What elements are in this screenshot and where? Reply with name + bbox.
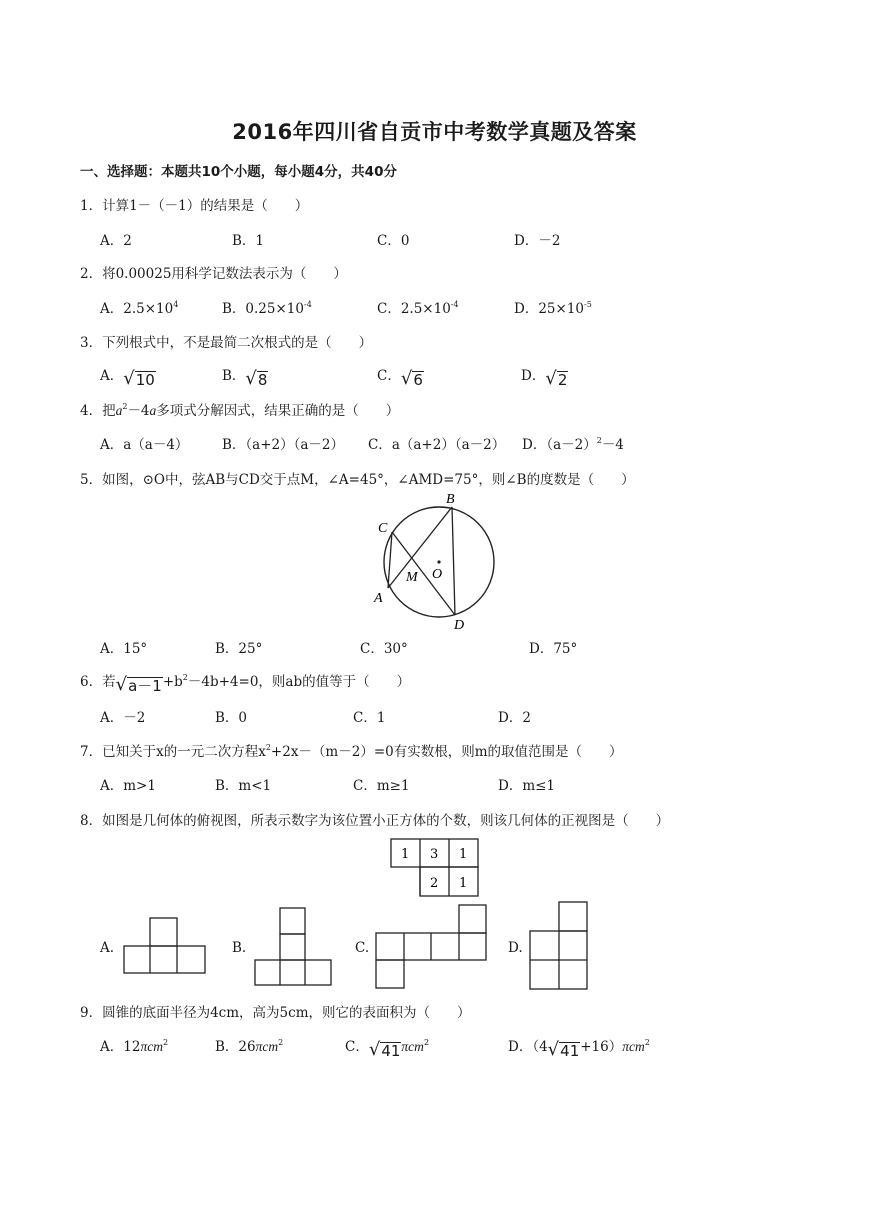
q4-option-c: C．a（a+2）（a－2） <box>368 437 506 453</box>
sqrt-symbol: √ 2 <box>545 368 568 389</box>
grid-cell-value: 1 <box>459 847 468 862</box>
question-2-stem: 2．将0.00025用科学记数法表示为（ ） <box>80 266 347 282</box>
q1-option-a: A．2 <box>100 233 132 249</box>
q3-option-c: C． √ 6 <box>377 368 423 389</box>
q7-option-d: D．m≤1 <box>498 778 556 794</box>
q8-option-c-label: C. <box>355 940 370 956</box>
q8-option-a-figure <box>123 916 207 976</box>
point-label-m: M <box>406 570 418 585</box>
q9-option-a: A．12πcm$^2$ <box>100 1038 169 1055</box>
q7-option-b: B．m<1 <box>215 778 272 794</box>
sqrt-symbol: √ 10 <box>123 368 155 389</box>
point-label-b: B <box>446 492 455 507</box>
q2-option-c: C．$2.5\times 10^{-4}$ <box>377 300 459 317</box>
section-heading: 一、选择题：本题共10个小题，每小题4分，共40分 <box>80 164 397 180</box>
q4-option-b: B．（a+2）（a－2） <box>222 437 345 453</box>
q2-option-b: B．$0.25\times 10^{-4}$ <box>222 300 312 317</box>
q9-option-d: D．（4 √ 41 +16）πcm$^2$ <box>508 1038 650 1060</box>
grid-cell-value: 3 <box>430 847 439 862</box>
q4-option-a: A．a（a－4） <box>100 437 189 453</box>
top-view-grid <box>390 838 480 898</box>
q8-option-d-figure <box>529 901 589 991</box>
q9-option-b: B．26πcm$^2$ <box>215 1038 284 1055</box>
grid-cell-value: 1 <box>459 876 468 891</box>
point-label-c: C <box>378 521 388 536</box>
q6-option-c: C．1 <box>353 710 386 726</box>
q1-option-b: B．1 <box>232 233 265 249</box>
q8-option-d-label: D. <box>508 940 523 956</box>
q8-option-b-figure <box>254 907 334 987</box>
q5-option-b: B．25° <box>215 641 263 657</box>
q1-option-c: C．0 <box>377 233 410 249</box>
sqrt-symbol: √ 8 <box>245 368 268 389</box>
q5-option-d: D．75° <box>529 641 578 657</box>
q8-option-c-figure <box>375 904 488 990</box>
q2-option-d: D．$25\times 10^{-5}$ <box>514 300 592 317</box>
q3-option-b: B． √ 8 <box>222 368 268 389</box>
q6-option-a: A．－2 <box>100 710 146 726</box>
q7-option-a: A．m>1 <box>100 778 156 794</box>
question-8-stem: 8．如图是几何体的俯视图，所表示数字为该位置小正方体的个数，则该几何体的正视图是（ ） <box>80 813 670 829</box>
q5-option-c: C．30° <box>360 641 408 657</box>
page-title: 2016年四川省自贡市中考数学真题及答案 <box>232 120 637 144</box>
question-4-stem: 4．把$a^2-4a$多项式分解因式，结果正确的是（ ） <box>80 402 400 419</box>
circle-figure <box>368 490 498 632</box>
question-6-stem: 6．若 √ a－1 $+b^2-4b+4=0$，则ab的值等于（ ） <box>80 673 411 695</box>
sqrt-symbol: √ 41 <box>368 1039 401 1060</box>
point-label-a: A <box>374 591 383 606</box>
q8-option-b-label: B. <box>232 940 247 956</box>
grid-cell-value: 1 <box>401 847 410 862</box>
q8-option-a-label: A. <box>100 940 115 956</box>
q2-option-a: A．$2.5\times 10^4$ <box>100 300 179 317</box>
sqrt-symbol: √ a－1 <box>115 674 162 695</box>
point-label-o: O <box>432 567 443 582</box>
q6-option-d: D．2 <box>498 710 531 726</box>
q5-option-a: A．15° <box>100 641 148 657</box>
q9-option-c: C． √ 41 πcm$^2$ <box>345 1038 430 1060</box>
q4-option-d: D．$(a-2)^2-4$ <box>522 436 624 453</box>
question-3-stem: 3．下列根式中，不是最简二次根式的是（ ） <box>80 335 373 351</box>
q6-option-b: B．0 <box>215 710 248 726</box>
question-9-stem: 9．圆锥的底面半径为4cm，高为5cm，则它的表面积为（ ） <box>80 1005 471 1021</box>
sqrt-symbol: √ 6 <box>400 368 423 389</box>
q7-option-c: C．m≥1 <box>353 778 410 794</box>
question-7-stem: 7．已知关于x的一元二次方程$x^2+2x-(m-2)=0$有实数根，则m的取值范围是（ ） <box>80 743 623 760</box>
question-1-stem: 1．计算1－（－1）的结果是（ ） <box>80 198 309 214</box>
q3-option-d: D． √ 2 <box>521 368 568 389</box>
sqrt-symbol: √ 41 <box>547 1039 580 1060</box>
point-label-d: D <box>454 618 465 632</box>
q1-option-d: D．－2 <box>514 233 561 249</box>
q3-option-a: A． √ 10 <box>100 368 155 389</box>
question-5-stem: 5．如图，⊙O中，弦AB与CD交于点M，∠A=45°，∠AMD=75°，则∠B的度数是（ ） <box>80 472 635 488</box>
grid-cell-value: 2 <box>430 876 439 891</box>
